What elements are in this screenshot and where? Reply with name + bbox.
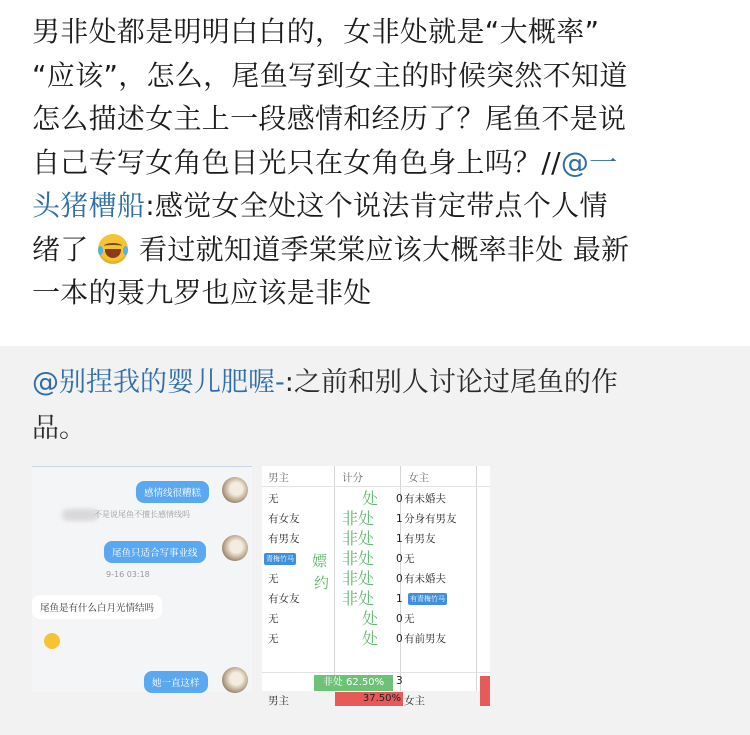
table-cell: 非处 — [342, 529, 375, 548]
table-cell: 无 — [268, 493, 279, 505]
user-mention-link[interactable]: 头猪槽船 — [32, 189, 146, 222]
table-cell: 有男友 — [268, 533, 300, 545]
repost-card[interactable] — [0, 346, 750, 735]
avatar — [222, 535, 248, 561]
annotation-text: 约 — [314, 574, 330, 592]
post-text: 看过就知道季棠棠应该大概率非处 最新 — [139, 232, 630, 266]
table-cell: 0 — [396, 613, 403, 625]
post-line: 一本的聂九罗也应该是非处 — [32, 276, 372, 309]
table-cell: 处 — [362, 609, 379, 628]
table-header — [262, 469, 490, 487]
table-cell: 处 — [362, 629, 379, 648]
chat-bubble-incoming: 尾鱼是有什么白月光情结吗 — [32, 595, 162, 619]
chat-bubble-outgoing: 尾鱼只适合写事业线 — [104, 541, 206, 563]
table-cell: 0 — [396, 633, 403, 645]
user-mention-link[interactable]: @一 — [560, 145, 618, 179]
table-header-cell: 女主 — [408, 472, 429, 484]
table-cell: 0 — [396, 493, 403, 505]
table-cell: 无 — [404, 553, 415, 565]
post-line — [32, 184, 722, 228]
user-mention-link[interactable]: @别捏我的婴儿肥喔- — [32, 367, 285, 398]
chat-timestamp: 9-16 03:18 — [106, 570, 150, 579]
tag-badge: 青梅竹马 — [266, 555, 294, 563]
table-row — [262, 530, 490, 548]
table-cell: 非处 — [342, 509, 375, 528]
table-cell: 非处 — [342, 549, 375, 568]
post-line — [32, 141, 722, 185]
chat-system-text: 不是说尾鱼不擅长感情线吗 — [94, 510, 190, 519]
post-text: 绪了 — [32, 232, 89, 266]
post-line: 男非处都是明明白白的，女非处就是“大概率” — [32, 15, 600, 48]
table-cell: 无 — [404, 613, 415, 625]
smile-emoji-icon — [44, 633, 60, 649]
table-cell: 1 — [396, 513, 403, 525]
repost-text — [32, 360, 722, 452]
table-cell: 无 — [268, 633, 279, 645]
table-cell: 无 — [268, 573, 279, 585]
virgin-percent-bar: 37.50% — [335, 692, 403, 706]
repost-body: 品。 — [32, 413, 86, 444]
table-row — [262, 490, 490, 508]
table-row — [262, 550, 490, 568]
table-header-cell: 男主 — [268, 472, 289, 484]
table-cell: 非处 — [342, 569, 375, 588]
table-cell: 1 — [396, 533, 403, 545]
annotation-text: 嫖 — [312, 552, 328, 570]
tag-badge: 有青梅竹马 — [410, 595, 445, 603]
avatar — [222, 667, 248, 693]
post-line: “应该”，怎么，尾鱼写到女主的时候突然不知道 — [32, 58, 628, 92]
table-cell: 有未婚夫 — [404, 573, 446, 585]
avatar — [222, 477, 248, 503]
table-cell: 处 — [362, 489, 379, 508]
table-cell: 有未婚夫 — [404, 493, 446, 505]
table-row — [262, 570, 490, 588]
table-cell: 非处 — [342, 589, 375, 608]
table-cell: 有女友 — [268, 513, 300, 525]
score-table-image[interactable] — [262, 466, 490, 707]
laugh-cry-emoji-icon — [98, 234, 128, 264]
table-row — [262, 510, 490, 528]
chat-bubble-outgoing: 她一直这样 — [144, 671, 208, 693]
post-line: 怎么描述女主上一段感情和经历了？尾鱼不是说 — [32, 102, 627, 135]
table-cell: 有前男友 — [404, 633, 446, 645]
table-row — [262, 590, 490, 608]
post-text: 自己专写女角色目光只在女角色身上吗？// — [32, 145, 561, 179]
table-cell: 分身有男友 — [404, 513, 457, 525]
score-total: 3 — [396, 675, 403, 687]
post-text: :感觉女全处这个说法肯定带点个人情 — [145, 189, 608, 222]
table-cell: 有女友 — [268, 593, 300, 605]
post-body — [32, 10, 722, 315]
nonvirgin-percent-bar: 非处 62.50% — [314, 675, 393, 691]
table-cell: 有男友 — [404, 533, 436, 545]
table-cell: 0 — [396, 573, 403, 585]
table-cell: 女主 — [404, 695, 425, 707]
repost-body: :之前和别人讨论过尾鱼的作 — [284, 367, 618, 398]
table-cell: 1 — [396, 593, 403, 605]
table-cell: 0 — [396, 553, 403, 565]
chat-bubble-outgoing: 感情线很糟糕 — [136, 481, 209, 503]
table-cell: 男主 — [268, 695, 289, 707]
chat-screenshot-image[interactable] — [32, 466, 252, 692]
table-cell: 无 — [268, 613, 279, 625]
table-row — [262, 610, 490, 628]
post-line — [32, 228, 722, 272]
table-header-cell: 计分 — [342, 472, 363, 484]
table-row — [262, 630, 490, 648]
